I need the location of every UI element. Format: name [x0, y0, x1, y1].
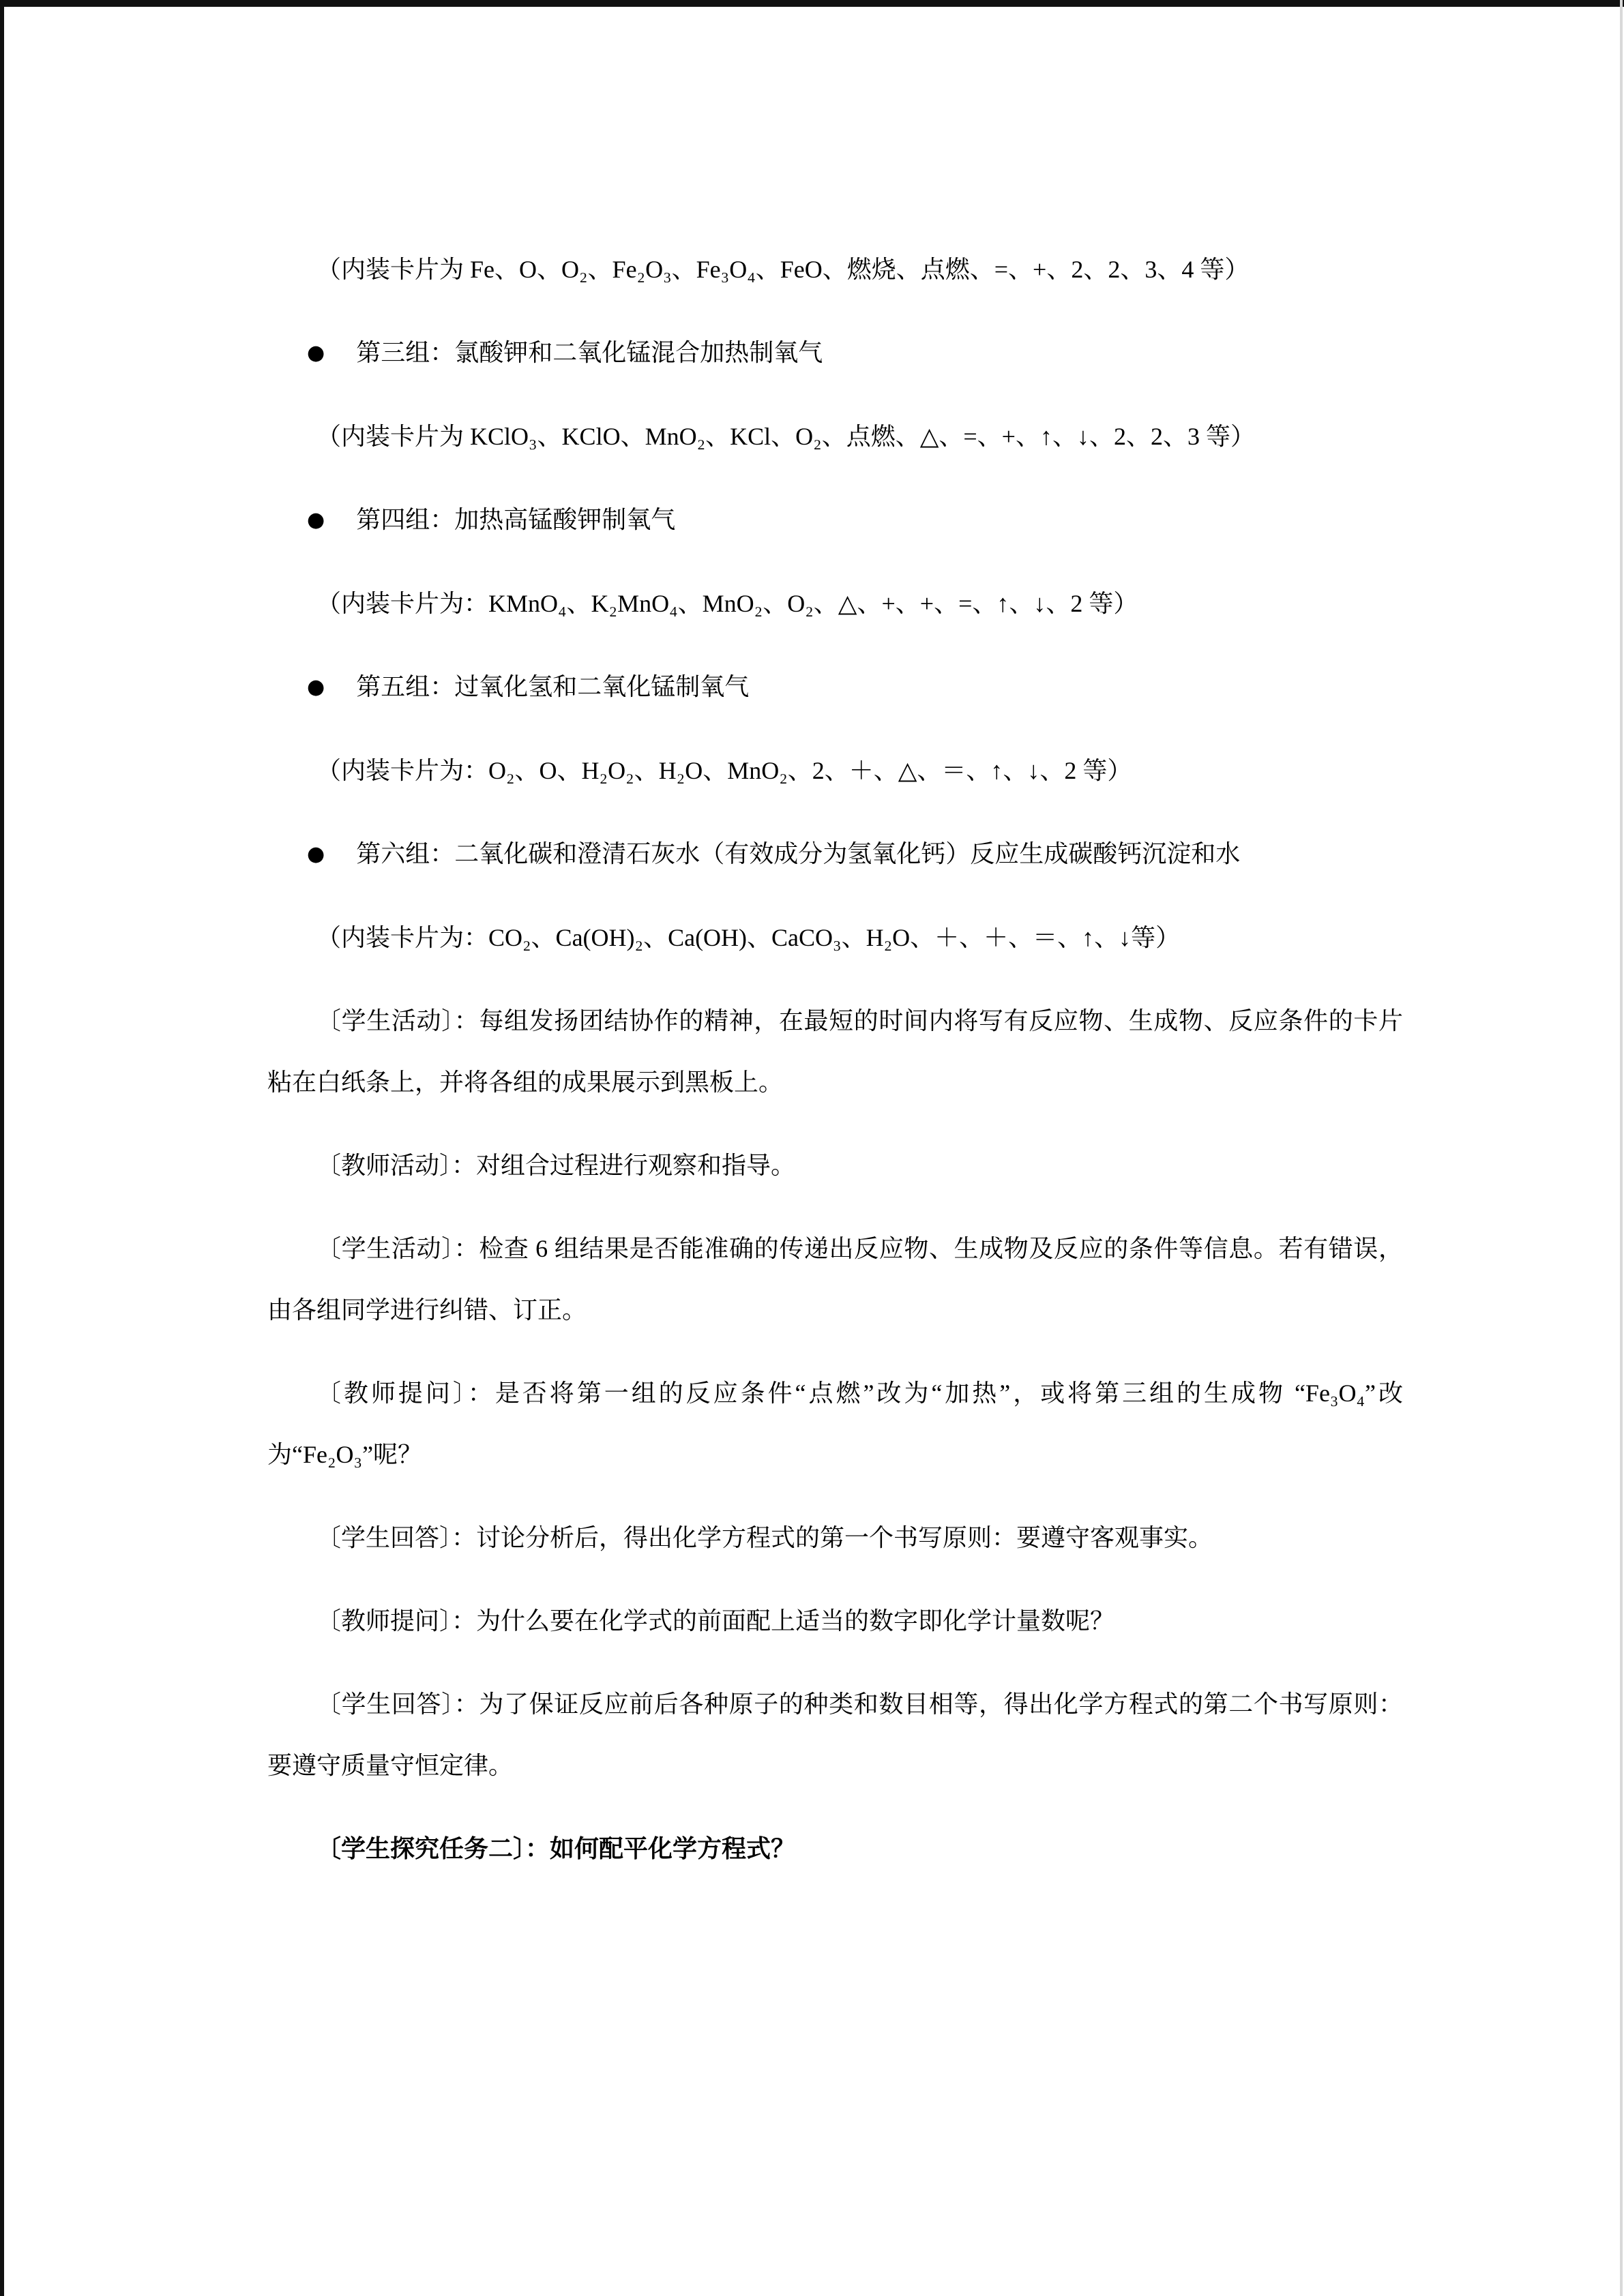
bullet-item-group-4 [267, 489, 1403, 551]
paragraph-student-answer-2: 〔学生回答〕：为了保证反应前后各种原子的种类和数目相等，得出化学方程式的第二个书写原则：要遵守质量守恒定律。 [267, 1690, 1403, 1779]
bullet-item-text: 第四组：加热高锰酸钾制氧气 [356, 506, 676, 533]
scan-left-edge [0, 0, 4, 2296]
paragraph-cards-group-3: （内装卡片为 KClO₃、KClO、MnO₂、KCl、O₂、点燃、△、=、+、↑、↓、2、2、3 等） [316, 423, 1255, 450]
paragraph-student-activity-2: 〔学生活动〕：检查 6 组结果是否能准确的传递出反应物、生成物及反应的条件等信息。若有错误，由各组同学进行纠错、订正。 [267, 1235, 1403, 1324]
paragraph-task-two-heading: 〔学生探究任务二〕：如何配平化学方程式？ [316, 1835, 796, 1862]
bullet-icon: ● [307, 842, 325, 866]
paragraph-student-answer-1: 〔学生回答〕：讨论分析后，得出化学方程式的第一个书写原则：要遵守客观事实。 [316, 1524, 1213, 1551]
bullet-item-group-6 [267, 823, 1403, 885]
paragraph-student-activity-1: 〔学生活动〕：每组发扬团结协作的精神，在最短的时间内将写有反应物、生成物、反应条件的卡片粘在白纸条上，并将各组的成果展示到黑板上。 [267, 1007, 1403, 1096]
bullet-icon: ● [307, 508, 325, 532]
paragraph-teacher-activity: 〔教师活动〕：对组合过程进行观察和指导。 [316, 1152, 796, 1179]
bullet-item-group-5 [267, 656, 1403, 718]
paragraph-cards-group-4: （内装卡片为：KMnO₄、K₂MnO₄、MnO₂、O₂、△、+、+、=、↑、↓、2 等） [316, 590, 1138, 617]
scan-top-edge [0, 0, 1624, 7]
paragraph-teacher-question-1: 〔教师提问〕：是否将第一组的反应条件“点燃”改为“加热”，或将第三组的生成物 “Fe₃O₄”改为“Fe₂O₃”呢？ [267, 1380, 1403, 1468]
paragraph-cards-group-6: （内装卡片为：CO₂、Ca(OH)₂、Ca(OH)、CaCO₃、H₂O、＋、＋、＝、↑、↓等） [316, 924, 1181, 951]
bullet-item-text: 第六组：二氧化碳和澄清石灰水（有效成分为氢氧化钙）反应生成碳酸钙沉淀和水 [356, 840, 1241, 867]
bullet-icon: ● [307, 675, 325, 699]
bullet-icon: ● [307, 341, 325, 365]
document-body [267, 239, 1403, 1901]
paragraph-cards-iron-oxygen: （内装卡片为 Fe、O、O₂、Fe₂O₃、Fe₃O₄、FeO、燃烧、点燃、=、+、2、2、3、4 等） [316, 256, 1250, 283]
bullet-item-group-3 [267, 322, 1403, 384]
bullet-item-text: 第五组：过氧化氢和二氧化锰制氧气 [356, 673, 750, 700]
bullet-item-text: 第三组：氯酸钾和二氧化锰混合加热制氧气 [356, 339, 823, 366]
paragraph-cards-group-5: （内装卡片为：O₂、O、H₂O₂、H₂O、MnO₂、2、＋、△、＝、↑、↓、2 等） [316, 757, 1132, 784]
paragraph-teacher-question-2: 〔教师提问〕：为什么要在化学式的前面配上适当的数字即化学计量数呢？ [316, 1607, 1115, 1635]
scan-right-edge [1620, 0, 1623, 2296]
